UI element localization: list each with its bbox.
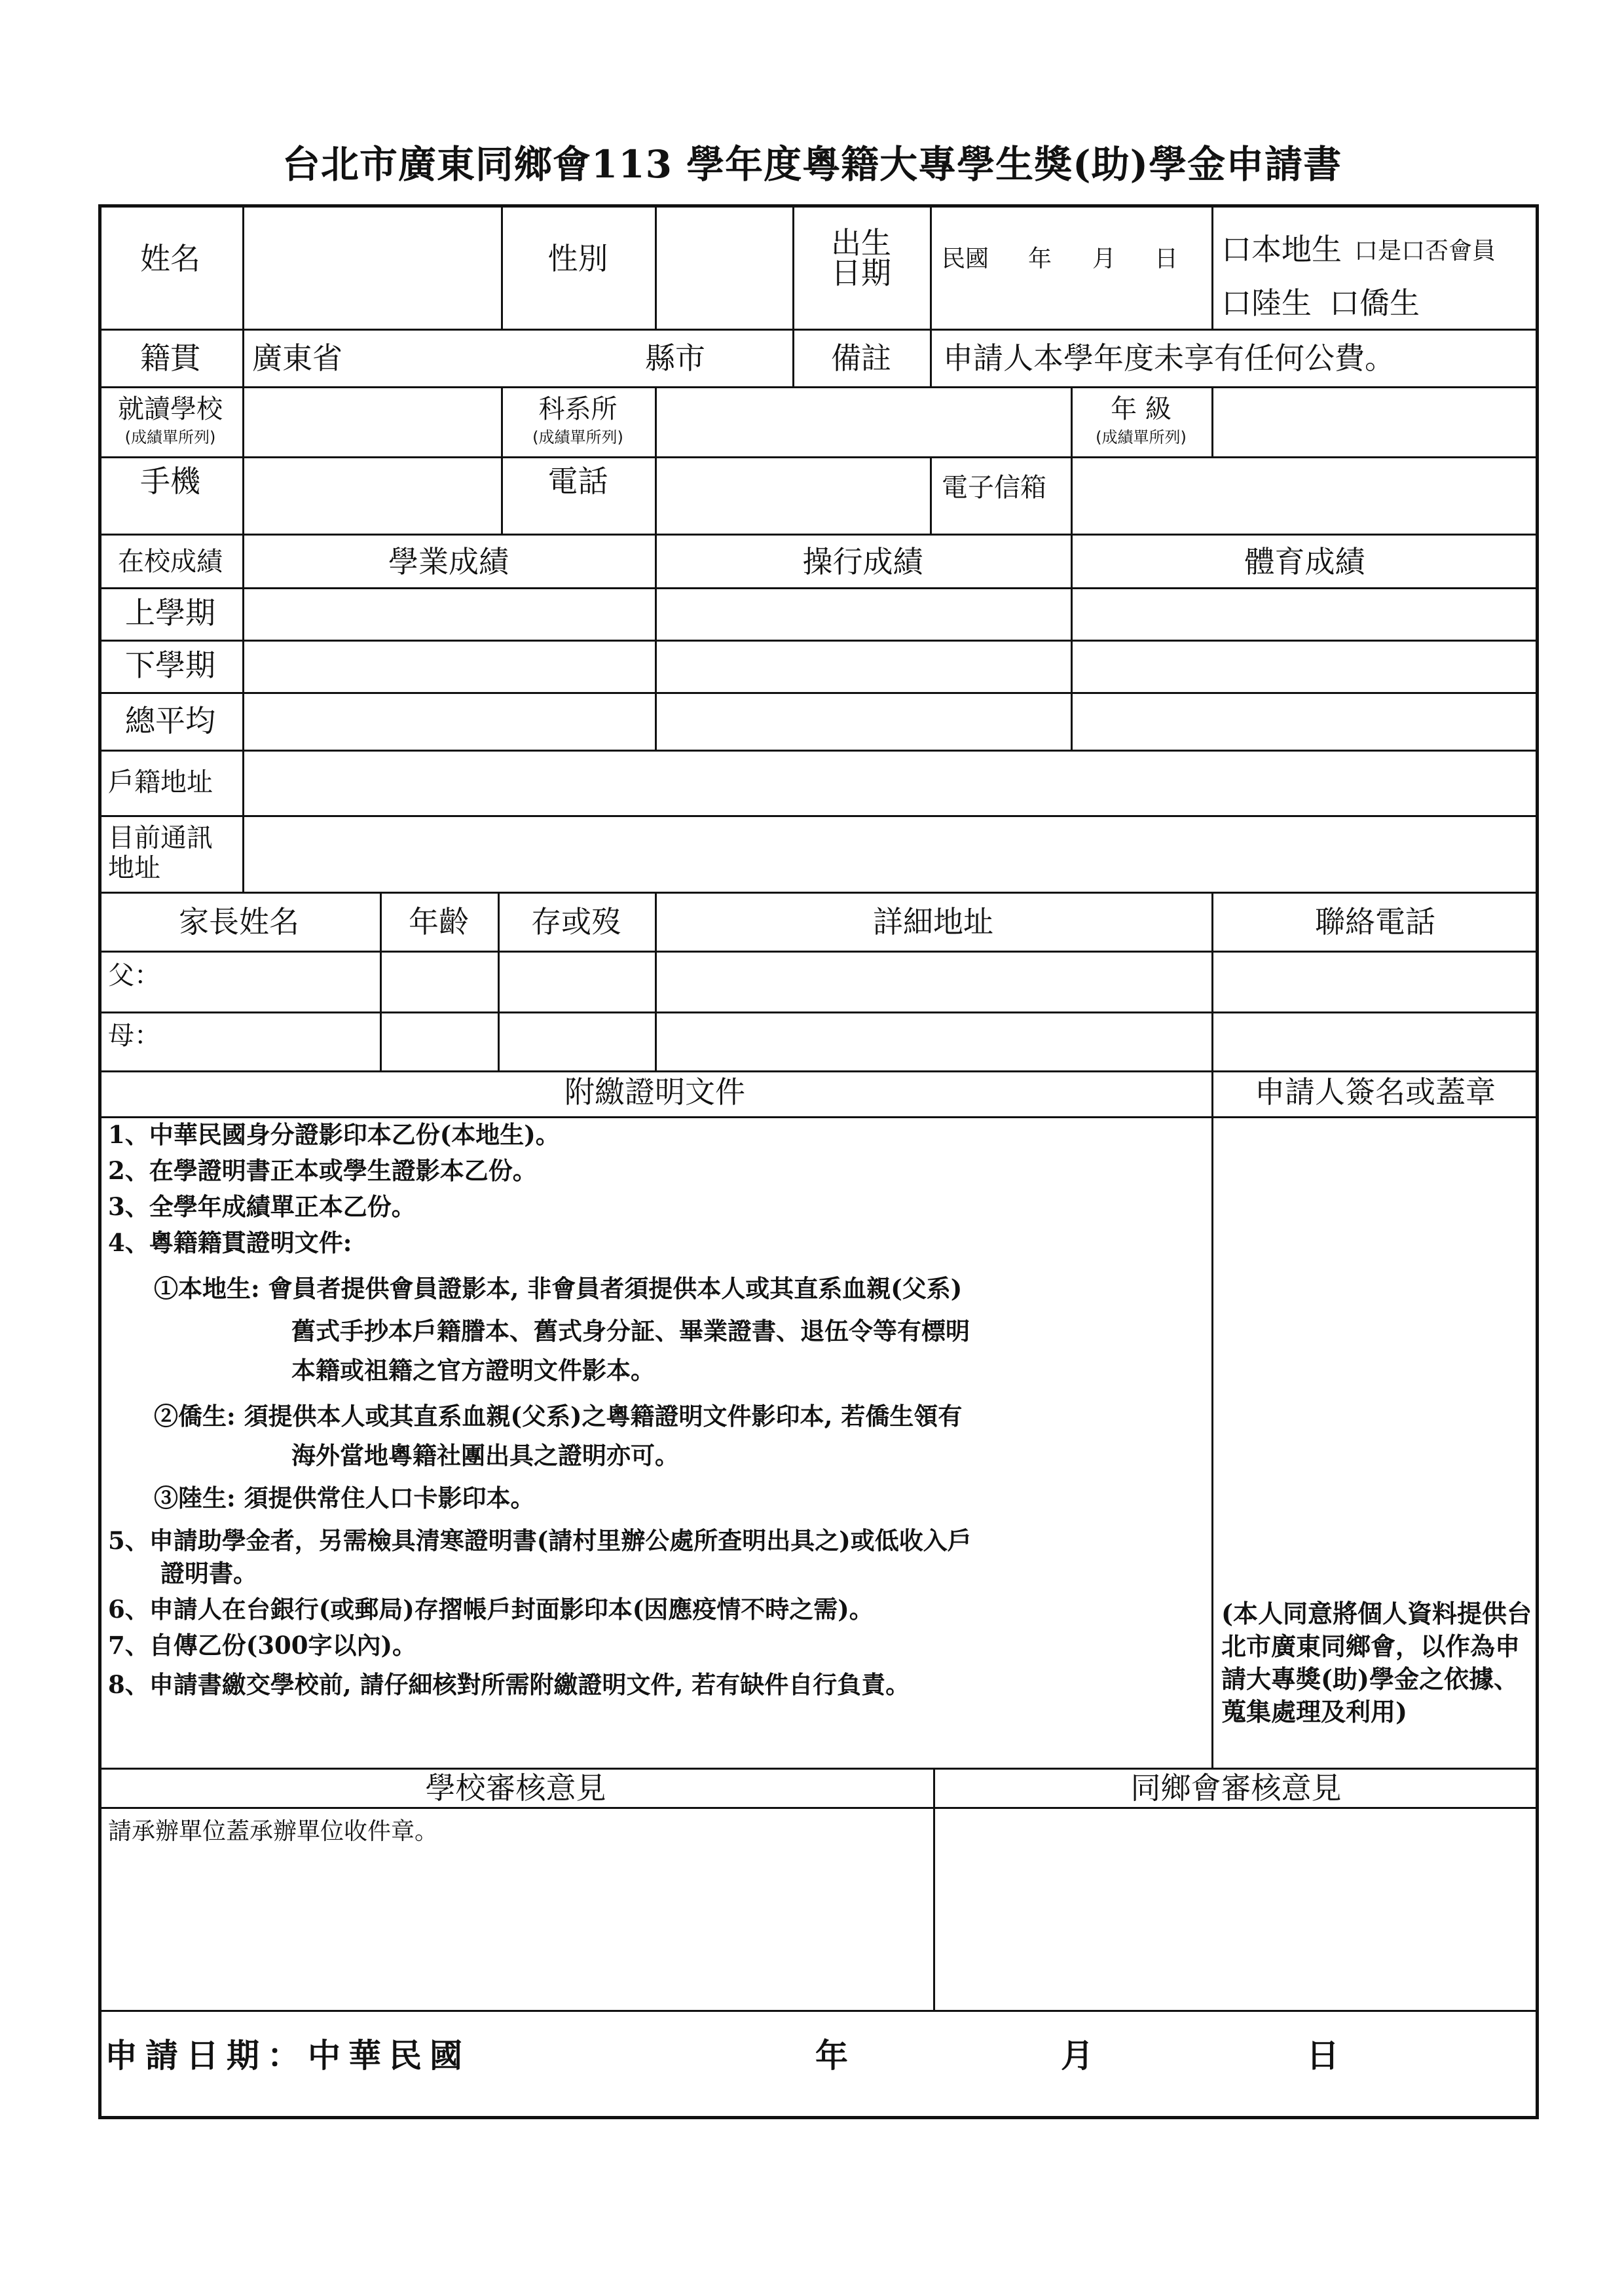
col-divider (930, 456, 932, 534)
signature-header: 申請人簽名或蓋章 (1255, 1074, 1496, 1110)
col-divider (655, 386, 657, 456)
day-label: 日 (1154, 246, 1179, 272)
origin-label: 籍貫 (140, 340, 200, 376)
average-label: 總平均 (125, 703, 215, 738)
col-divider (242, 329, 244, 386)
col-divider (1211, 386, 1213, 456)
doc-item-4-local-cont1: 舊式手抄本戶籍謄本、舊式身分証、畢業證書、退伍令等有標明 (291, 1317, 970, 1345)
apply-date-day: 日 (1306, 2037, 1347, 2075)
dept-label: 科系所 (538, 394, 618, 424)
consent-note: (本人同意將個人資料提供台北市廣東同鄉會，以作為申請大專獎(助)學金之依據、蒐集處理及利用) (1221, 1599, 1532, 1727)
col-divider (655, 204, 657, 329)
doc-item-4-overseas: ②僑生: 須提供本人或其直系血親(父系)之粵籍證明文件影印本, 若僑生領有 (154, 1402, 963, 1430)
form-title: 台北市廣東同鄉會113 學年度粵籍大專學生獎(助)學金申請書 (282, 142, 1342, 187)
row-divider (98, 1070, 1539, 1072)
row-divider (98, 892, 1539, 894)
col-divider (930, 204, 932, 329)
col-divider (1071, 456, 1073, 534)
grade-note: (成績單所列) (1096, 428, 1187, 446)
apply-date-month: 月 (1061, 2037, 1101, 2075)
doc-item-8: 8、申請書繳交學校前, 請仔細核對所需附繳證明文件, 若有缺件自行負責。 (108, 1670, 910, 1699)
semester2-label: 下學期 (125, 647, 215, 683)
school-review-header: 學校審核意見 (425, 1770, 606, 1806)
parent-age-header: 年齡 (409, 904, 469, 939)
row-divider (98, 815, 1539, 817)
parent-alive-header: 存或歿 (531, 904, 621, 939)
doc-item-3: 3、全學年成績單正本乙份。 (108, 1192, 416, 1221)
doc-item-4: 4、粵籍籍貫證明文件: (108, 1228, 352, 1257)
row-divider (98, 329, 1539, 331)
father-label: 父： (108, 960, 160, 991)
school-note: (成績單所列) (124, 428, 216, 446)
parent-name-header: 家長姓名 (179, 904, 299, 939)
doc-item-6: 6、申請人在台銀行(或郵局)存摺帳戶封面影印本(因應疫情不時之需)。 (108, 1595, 874, 1624)
docs-header: 附繳證明文件 (564, 1074, 745, 1110)
academic-grade-header: 學業成績 (388, 544, 509, 579)
pe-grade-header: 體育成績 (1244, 544, 1365, 579)
name-label: 姓名 (140, 241, 200, 276)
col-divider (242, 456, 244, 534)
col-divider (242, 386, 244, 456)
conduct-grade-header: 操行成績 (802, 544, 923, 579)
doc-item-4-mainland: ③陸生: 須提供常住人口卡影印本。 (154, 1484, 535, 1512)
date-prefix: 民國 (942, 246, 989, 272)
parent-address-header: 詳細地址 (873, 904, 993, 939)
remark-text: 申請人本學年度未享有任何公費。 (943, 340, 1395, 376)
row-divider (98, 456, 1539, 458)
semester1-label: 上學期 (125, 595, 215, 630)
col-divider (1211, 1070, 1213, 1768)
row-divider (98, 534, 1539, 536)
doc-item-2: 2、在學證明書正本或學生證影本乙份。 (108, 1156, 537, 1185)
row-divider (98, 2010, 1539, 2012)
mother-label: 母： (108, 1021, 160, 1051)
email-label: 電子信箱 (942, 473, 1046, 503)
doc-item-4-local: ①本地生: 會員者提供會員證影本, 非會員者須提供本人或其直系血親(父系) (154, 1274, 963, 1303)
year-label: 年 (1028, 246, 1052, 272)
current-address-label-line1: 目前通訊 (108, 823, 213, 853)
doc-item-7: 7、自傳乙份(300字以內)。 (108, 1631, 416, 1660)
col-divider (242, 750, 244, 892)
col-divider (930, 329, 932, 386)
doc-item-4-overseas-cont: 海外當地粵籍社團出具之證明亦可。 (291, 1441, 679, 1470)
row-divider (98, 1768, 1539, 1770)
doc-item-4-local-cont2: 本籍或祖籍之官方證明文件影本。 (291, 1356, 655, 1385)
doc-item-1: 1、中華民國身分證影印本乙份(本地生)。 (108, 1120, 560, 1149)
row-divider (98, 692, 1539, 694)
province-text: 廣東省 (252, 340, 342, 376)
registered-address-label: 戶籍地址 (108, 767, 213, 797)
col-divider (1211, 204, 1213, 329)
grade-label: 年 級 (1111, 394, 1172, 424)
col-divider (933, 1768, 935, 2010)
row-divider (98, 587, 1539, 589)
mobile-label: 手機 (140, 464, 200, 499)
member-options[interactable]: 口是口否會員 (1354, 238, 1496, 264)
birth-label-line1: 出生 (831, 225, 891, 261)
county-city-text: 縣市 (645, 340, 705, 376)
school-label: 就讀學校 (118, 394, 223, 424)
row-divider (98, 386, 1539, 388)
doc-item-5: 5、申請助學金者，另需檢具清寒證明書(請村里辦公處所查明出具之)或低收入戶 (108, 1526, 972, 1555)
remark-label: 備註 (831, 340, 891, 376)
current-address-label-line2: 地址 (108, 853, 160, 883)
status-overseas-checkbox[interactable]: 口僑生 (1329, 285, 1420, 321)
gender-label: 性別 (547, 241, 608, 276)
col-divider (242, 204, 244, 329)
apply-date-year: 年 (815, 2037, 856, 2075)
row-divider (98, 951, 1539, 953)
row-divider (98, 1011, 1539, 1013)
col-divider (655, 456, 657, 534)
phone-label: 電話 (547, 464, 608, 499)
row-divider (98, 750, 1539, 752)
association-review-header: 同鄉會審核意見 (1130, 1770, 1342, 1806)
doc-item-5-cont: 證明書。 (160, 1559, 257, 1588)
birth-label-line2: 日期 (831, 255, 891, 291)
grades-header: 在校成績 (118, 547, 223, 577)
stamp-note: 請承辦單位蓋承辦單位收件章。 (108, 1818, 439, 1845)
row-divider (98, 1116, 1539, 1118)
row-divider (98, 1807, 1539, 1809)
parent-phone-header: 聯絡電話 (1315, 904, 1435, 939)
status-local-checkbox[interactable]: 口本地生 (1221, 232, 1342, 267)
month-label: 月 (1092, 246, 1116, 272)
dept-note: (成績單所列) (532, 428, 623, 446)
row-divider (98, 640, 1539, 642)
apply-date-label: 申請日期：中華民國 (105, 2037, 470, 2075)
status-mainland-checkbox[interactable]: 口陸生 (1221, 285, 1312, 321)
